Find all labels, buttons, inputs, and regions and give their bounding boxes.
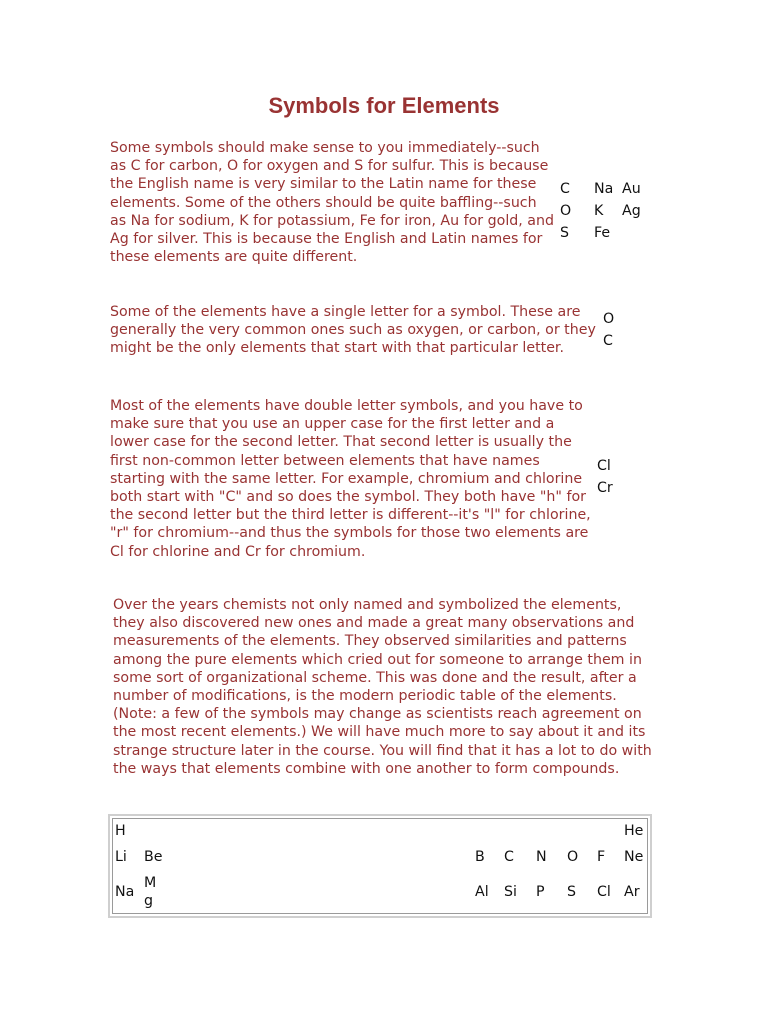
element-si: Si xyxy=(504,884,517,900)
element-be: Be xyxy=(144,849,163,865)
element-mg-bottom: g xyxy=(144,893,154,909)
element-ne: Ne xyxy=(624,849,644,865)
symbol-c: C xyxy=(560,181,570,197)
page-title: Symbols for Elements xyxy=(268,93,500,118)
element-li: Li xyxy=(115,849,127,865)
symbol-column-3 xyxy=(622,178,641,222)
element-mg-top: M xyxy=(144,875,157,891)
element-na: Na xyxy=(115,884,135,900)
periodic-table xyxy=(108,814,652,918)
symbol-ag: Ag xyxy=(622,203,641,219)
element-o: O xyxy=(567,849,579,865)
symbol-column-2 xyxy=(594,178,613,244)
symbol-c-single: C xyxy=(603,333,613,349)
symbol-na: Na xyxy=(594,181,614,197)
element-h: H xyxy=(115,823,126,839)
element-ar: Ar xyxy=(624,884,640,900)
element-b: B xyxy=(475,849,485,865)
element-cl: Cl xyxy=(597,884,611,900)
symbol-column-single xyxy=(603,308,614,352)
paragraph-double-letter: Most of the elements have double letter symbols, and you have to make sure that you use an upper case for the first letter and a lower case for the second letter. That second letter is usually the first non-common letter between elements that have names starting with the same letter. For example, chromium and chlorine both start with "C" and so does the symbol. They both have "h" for the second letter but the third letter is different--it's "l" for chlorine, "r" for chromium--and thus the symbols for those two elements are Cl for chlorine and Cr for chromium. xyxy=(110,398,591,560)
symbol-o: O xyxy=(560,203,572,219)
symbol-s: S xyxy=(560,225,570,241)
element-n: N xyxy=(536,849,547,865)
element-he: He xyxy=(624,823,644,839)
element-f: F xyxy=(597,849,606,865)
paragraph-periodic-table: Over the years chemists not only named and symbolized the elements, they also discovered new ones and made a great many observations and measurements of the elements. They observed similarities and patterns among the pure elements which cried out for someone to arrange them in some sort of organizational scheme. This was done and the result, after a number of modifications, is the modern periodic table of the elements. (Note: a few of the symbols may change as scientists reach agreement on the most recent elements.) We will have much more to say about it and its strange structure later in the course. You will find that it has a lot to do with the ways that elements combine with one another to form compounds. xyxy=(113,597,652,777)
element-p: P xyxy=(536,884,545,900)
symbol-fe: Fe xyxy=(594,225,611,241)
paragraph-single-letter: Some of the elements have a single letter for a symbol. These are generally the very common ones such as oxygen, or carbon, or they might be the only elements that start with that particular letter. xyxy=(110,304,596,357)
element-c: C xyxy=(504,849,514,865)
symbol-column-double xyxy=(597,455,613,499)
paragraph-symbols-sense: Some symbols should make sense to you immediately--such as C for carbon, O for oxygen and S for sulfur. This is because the English name is very similar to the Latin name for these elements. Some of the others should be quite baffling--such as Na for sodium, K for potassium, Fe for iron, Au for gold, and Ag for silver. This is because the English and Latin names for these elements are quite different. xyxy=(110,140,554,266)
element-s: S xyxy=(567,884,577,900)
symbol-k: K xyxy=(594,203,604,219)
symbol-cr: Cr xyxy=(597,480,613,496)
symbol-o-single: O xyxy=(603,311,615,327)
symbol-cl: Cl xyxy=(597,458,611,474)
symbol-au: Au xyxy=(622,181,641,197)
symbol-column-1 xyxy=(560,178,571,244)
element-al: Al xyxy=(475,884,489,900)
